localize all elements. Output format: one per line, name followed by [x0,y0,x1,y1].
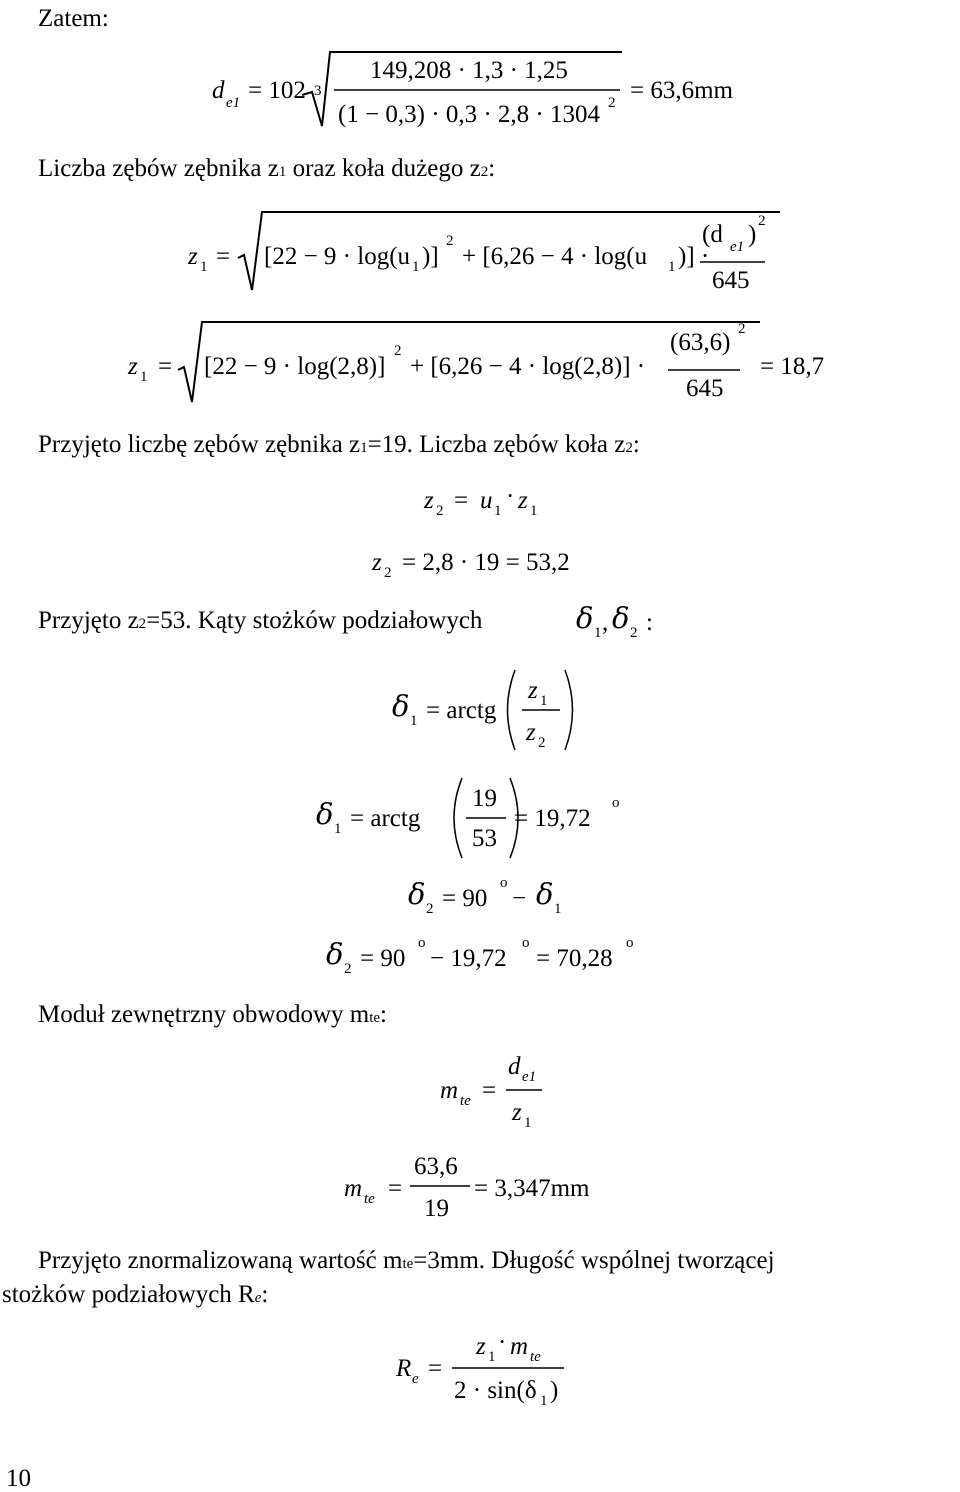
paragraph-module [38,1002,387,1027]
eq11-den: 19 [424,1195,449,1222]
eq4-u-sub: 1 [494,503,502,519]
eq2-frac-num: (d [702,221,723,248]
eq8-minus: − [512,885,527,912]
eq3-result: = 18,7 [760,353,825,380]
eq12-lhs-sub: e [412,1371,419,1387]
p-module-text1: Moduł zewnętrzny obwodowy m [38,1001,370,1028]
p-accept3-line1a [38,1248,775,1273]
eq1-denominator: (1 − 0,3) · 0,3 · 2,8 · 1304 [338,101,600,128]
eq7-lhs: δ [316,797,334,831]
eq12-eq: = [428,1355,443,1382]
page-number: 10 [6,1465,31,1492]
p-accept1-text3: : [632,431,640,458]
eq4-u: u [480,487,493,514]
eq5-lhs: z [372,549,382,576]
eq2-frac-num-end: ) [748,221,757,248]
eq2-frac-num-sub: e1 [730,239,745,255]
eq8-lhs-sub: 2 [426,901,434,917]
p-accept3-line2a: stożków podziałowych R [2,1281,255,1308]
eq3-lhs-sub: 1 [140,369,148,385]
eq12-num-z: z [476,1333,486,1360]
eq8-deg: o [500,875,508,891]
eq2-bracket2-sub: 1 [668,259,676,275]
eq10-eq: = [482,1077,497,1104]
eq9-deg3: o [626,935,634,951]
eq6-den: z [526,719,536,746]
eq10-lhs-sub: te [460,1093,471,1109]
p-teeth-text1: Liczba zębów zębnika z [38,155,279,182]
eq2-frac-num-exp: 2 [758,213,766,229]
eq9-deg2: o [522,935,530,951]
eq1-lhs-sub: e1 [226,95,241,111]
eq6-num: z [528,677,538,704]
p-accept2-colon: : [646,609,653,636]
eq12-num-dot: · [498,1329,507,1356]
eq3-frac-num-exp: 2 [738,321,746,337]
p-accept2-delta2-sub: 2 [630,625,638,641]
eq4-z-sub: 1 [530,503,538,519]
p-accept2-text1: Przyjęto z [38,607,139,634]
paragraph-accept-z2 [38,608,482,633]
eq2-frac-den: 645 [712,267,750,294]
eq7-lhs-sub: 1 [334,821,342,837]
eq6-left-paren [508,670,516,750]
eq1-lhs: d [212,77,225,104]
eq8-delta1: δ [536,877,554,911]
eq6-num-sub: 1 [540,693,548,709]
paragraph-accept-mte-line2 [2,1282,268,1307]
eq4-z: z [518,487,528,514]
eq5-rhs: = 2,8 · 19 = 53,2 [402,549,570,576]
eq11-lhs: m [344,1175,363,1202]
p-accept2-text2: =53. Kąty stożków podziałowych [146,607,483,634]
eq6-lhs-sub: 1 [410,713,418,729]
eq2-bracket1-sub: 1 [412,259,420,275]
eq12-num-m: m [510,1333,529,1360]
eq3-lhs: z [128,353,138,380]
eq4-dot: · [506,483,515,510]
eq1-root-index: 3 [314,83,322,99]
eq10-num: d [508,1053,521,1080]
eq2-eq: = [216,243,231,270]
eq9-lhs: δ [326,937,344,971]
p-accept2-delta1-sub: 1 [594,625,602,641]
p-accept3-text2: =3mm. Długość wspólnej tworzącej [413,1247,775,1274]
eq2-plus: + [6,26 − 4 · log(u [462,243,648,270]
eq6-right-paren [565,670,573,750]
eq1-coef: = 102 [248,77,306,104]
eq3-bracket1: [22 − 9 · log(2,8)] [204,353,386,380]
eq11-num: 63,6 [414,1153,458,1180]
eq3-sq1: 2 [394,343,402,359]
eq3-plus: + [6,26 − 4 · log(2,8)] · [410,353,646,380]
eq2-bracket1-end: )] [422,243,439,270]
p-accept3-sub2: e [254,1290,262,1306]
eq9-lhs-sub: 2 [344,961,352,977]
eq4-lhs-sub: 2 [436,503,444,519]
eq12-den-sub: 1 [540,1393,548,1409]
p-accept3-sub1: te [402,1256,414,1272]
eq8-eq: = 90 [442,885,488,912]
eq8-lhs: δ [408,877,426,911]
eq3-frac-den: 645 [686,375,724,402]
eq6-eq: = arctg [426,697,497,724]
p-teeth-text2: oraz koła dużego z [286,155,481,182]
eq11-result: = 3,347mm [474,1175,590,1202]
p-accept1-sub1: 1 [360,440,368,456]
eq1-result: = 63,6mm [630,77,733,104]
p-accept2-sub1: 2 [138,616,147,632]
eq7-num: 19 [472,785,497,812]
eq6-lhs: δ [392,689,410,723]
eq7-den: 53 [472,825,497,852]
eq7-deg: o [612,795,620,811]
eq4-lhs: z [424,487,434,514]
eq7-left-paren [454,778,462,858]
eq7-eq: = arctg [350,805,421,832]
eq12-num-z-sub: 1 [488,1349,496,1365]
eq1-den-exp: 2 [608,95,616,111]
p-accept1-sub2: 2 [625,440,633,456]
eq1-numerator: 149,208 · 1,3 · 1,25 [370,57,568,84]
p-teeth-text3: : [488,155,496,182]
eq12-den: 2 · sin(δ [454,1377,537,1404]
eq4-eq: = [454,487,469,514]
p-accept2-delta2: δ [612,601,630,635]
eq11-eq: = [388,1175,403,1202]
intro-text: Zatem: [38,5,109,32]
p-accept2-delta1: δ [576,601,594,635]
paragraph-accept-z1 [38,432,640,457]
eq12-lhs: R [396,1355,412,1382]
eq9-result: = 70,28 [536,945,613,972]
eq7-result: = 19,72 [514,805,591,832]
p-module-text2: : [380,1001,387,1028]
eq10-den-sub: 1 [524,1115,532,1131]
p-accept3-line2b: : [261,1281,269,1308]
eq3-frac-num: (63,6) [670,329,731,356]
eq2-lhs: z [188,243,198,270]
paragraph-teeth [38,156,495,181]
eq10-lhs: m [440,1077,459,1104]
eq9-deg1: o [418,935,426,951]
eq2-lhs-sub: 1 [200,259,208,275]
p-module-sub1: te [369,1010,381,1026]
eq8-delta1-sub: 1 [554,901,562,917]
eq9-eq: = 90 [360,945,406,972]
eq12-den-end: ) [550,1377,559,1404]
eq12-num-m-sub: te [530,1349,541,1365]
eq10-num-sub: e1 [522,1069,537,1085]
eq6-den-sub: 2 [538,735,546,751]
p-accept1-text2: =19. Liczba zębów koła z [367,431,626,458]
paragraph-accept-mte [38,1248,958,1273]
p-teeth-sub2: 2 [480,164,489,180]
eq10-den: z [512,1099,522,1126]
p-teeth-sub1: 1 [278,164,287,180]
eq2-bracket1: [22 − 9 · log(u [264,243,411,270]
eq5-lhs-sub: 2 [384,565,392,581]
p-accept3-text1: Przyjęto znormalizowaną wartość m [38,1247,403,1274]
p-accept1-text1: Przyjęto liczbę zębów zębnika z [38,431,361,458]
eq11-lhs-sub: te [364,1191,375,1207]
eq9-mid: − 19,72 [430,945,507,972]
eq2-sq1: 2 [446,233,454,249]
eq2-bracket2-end: )] · [678,243,710,270]
p-accept2-comma: , [602,609,609,636]
eq3-eq: = [158,353,173,380]
